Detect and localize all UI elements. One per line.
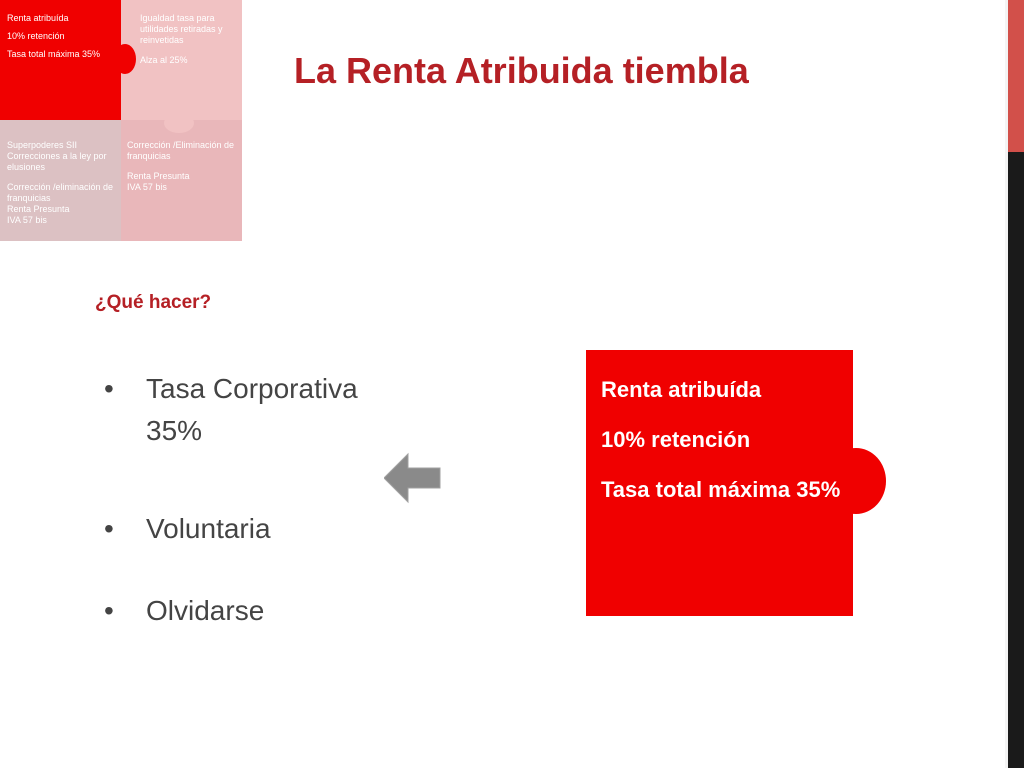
bullet-icon: • — [104, 373, 114, 404]
puzzle-text: Renta atribuída — [7, 13, 69, 23]
puzzle-text: Igualdad tasa para utilidades retiradas y reinvetidas — [140, 13, 223, 45]
puzzle-grid — [0, 0, 242, 241]
puzzle-text: Correcciones a la ley por elusiones — [7, 151, 107, 172]
slide-subtitle: ¿Qué hacer? — [95, 292, 212, 313]
puzzle-text: Alza al 25% — [140, 55, 188, 65]
edge-dark-bar — [1008, 152, 1024, 768]
puzzle-text: IVA 57 bis — [127, 182, 167, 192]
left-arrow-icon — [384, 452, 441, 504]
bullet-icon: • — [104, 595, 114, 626]
puzzle-line: Tasa total máxima 35% — [601, 477, 841, 502]
bullet-item — [104, 590, 406, 632]
puzzle-knob — [114, 44, 136, 74]
bullet-item — [104, 508, 406, 550]
bullet-list — [104, 368, 406, 632]
puzzle-text: IVA 57 bis — [7, 215, 47, 225]
puzzle-text: Corrección /eliminación de franquicias — [7, 182, 114, 203]
puzzle-line: 10% retención — [601, 427, 751, 452]
puzzle-piece-bottom-left — [0, 120, 121, 241]
puzzle-piece-text — [601, 377, 840, 527]
puzzle-piece-top-right — [121, 0, 242, 120]
puzzle-piece-bottom-right — [121, 120, 242, 241]
bullet-item — [104, 368, 406, 452]
bullet-text: Tasa Corporativa 35% — [146, 373, 358, 446]
puzzle-text: Renta Presunta — [7, 204, 70, 214]
puzzle-piece-top-left — [0, 0, 121, 120]
puzzle-piece-large — [586, 350, 886, 616]
puzzle-line: Renta atribuída — [601, 377, 762, 402]
puzzle-text: 10% retención — [7, 31, 65, 41]
puzzle-text: Renta Presunta — [127, 171, 190, 181]
slide-title: La Renta Atribuida tiembla — [294, 50, 749, 91]
puzzle-text: Tasa total máxima 35% — [7, 49, 101, 59]
bullet-icon: • — [104, 513, 114, 544]
puzzle-knob — [164, 113, 194, 133]
bullet-text: Olvidarse — [146, 595, 265, 626]
bullet-text: Voluntaria — [146, 513, 271, 544]
puzzle-text: Superpoderes SII — [7, 140, 78, 150]
edge-accent-bar — [1008, 0, 1024, 152]
puzzle-text: Corrección /Eliminación de franquicias — [127, 140, 235, 161]
